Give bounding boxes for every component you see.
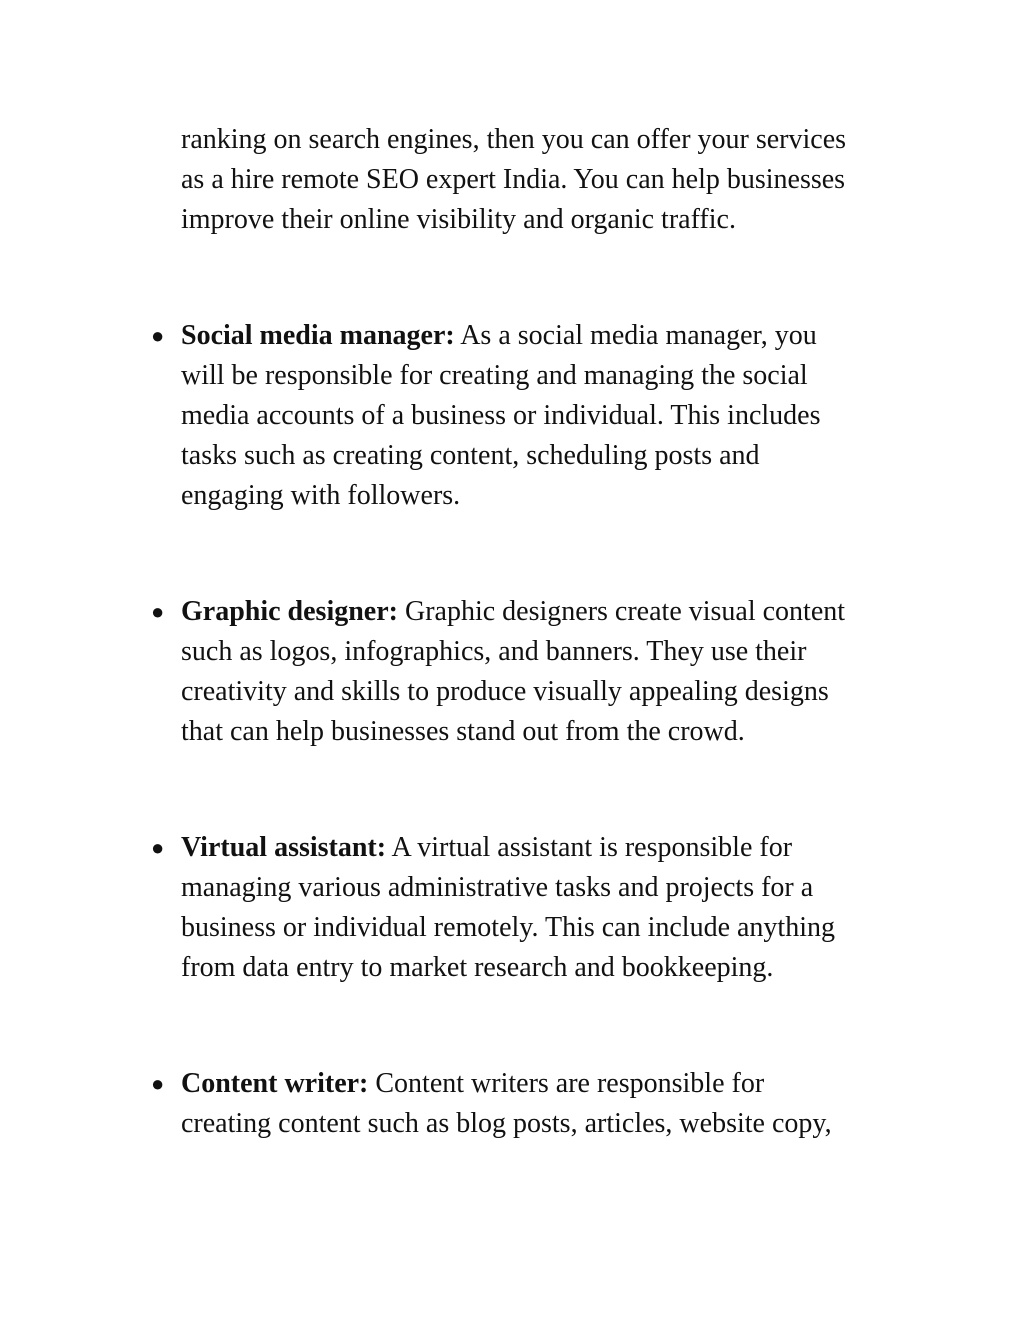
list-item-virtual-assistant: [181, 828, 911, 988]
text-line: improve their online visibility and organic traffic.: [181, 204, 736, 235]
bullet-icon: ●: [151, 599, 165, 624]
text-line: ranking on search engines, then you can offer your services: [181, 124, 847, 155]
text-line: tasks such as creating content, scheduling posts and: [181, 440, 760, 471]
text-line: [181, 1064, 911, 1104]
bullet-icon: ●: [151, 323, 165, 348]
item-text: A virtual assistant is responsible for: [386, 832, 793, 863]
text-line: will be responsible for creating and managing the social: [181, 360, 808, 391]
text-line: such as logos, infographics, and banners. They use their: [181, 636, 807, 667]
text-line: creating content such as blog posts, articles, website copy,: [181, 1108, 832, 1139]
text-line: [181, 828, 911, 868]
text-line: from data entry to market research and bookkeeping.: [181, 952, 774, 983]
item-text: As a social media manager, you: [454, 320, 817, 351]
bullet-icon: ●: [151, 835, 165, 860]
text-line: as a hire remote SEO expert India. You can help businesses: [181, 164, 846, 195]
text-line: [181, 592, 911, 632]
text-line: that can help businesses stand out from the crowd.: [181, 716, 745, 747]
text-line: managing various administrative tasks and projects for a: [181, 872, 814, 903]
list-item-content-writer: [181, 1064, 911, 1144]
item-term: Graphic designer:: [181, 596, 398, 627]
bullet-icon: ●: [151, 1071, 165, 1096]
list-item-social-media-manager: [181, 316, 911, 516]
item-term: Social media manager:: [181, 320, 455, 351]
item-term: Content writer:: [181, 1068, 369, 1099]
text-line: engaging with followers.: [181, 480, 461, 511]
list-item-graphic-designer: [181, 592, 911, 752]
item-text: Graphic designers create visual content: [398, 596, 846, 627]
text-line: media accounts of a business or individual. This includes: [181, 400, 821, 431]
text-line: creativity and skills to produce visually appealing designs: [181, 676, 829, 707]
item-term: Virtual assistant:: [181, 832, 387, 863]
continuation-paragraph: [181, 120, 911, 240]
text-line: [181, 316, 911, 356]
text-line: business or individual remotely. This can include anything: [181, 912, 835, 943]
item-text: Content writers are responsible for: [368, 1068, 765, 1099]
